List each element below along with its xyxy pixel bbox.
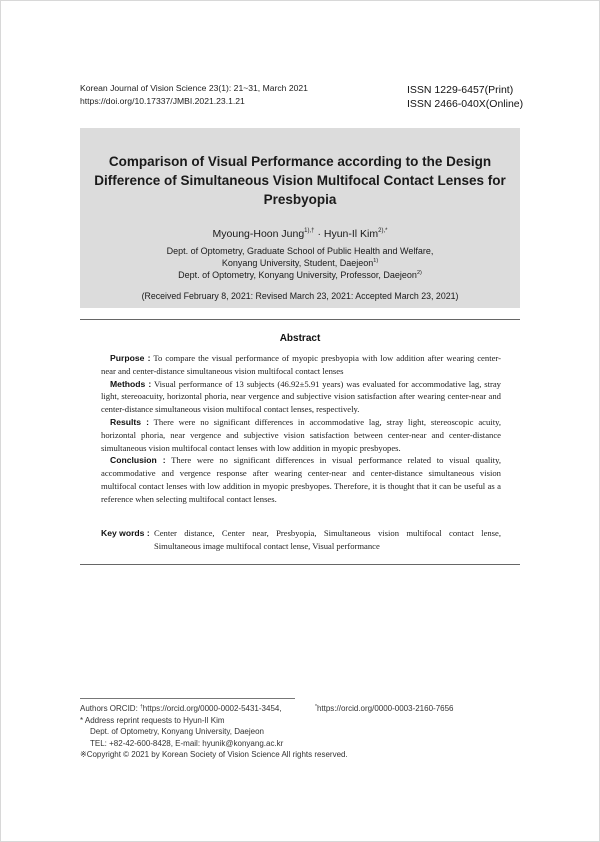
results-label: Results : — [110, 416, 149, 427]
orcid-2 — [315, 703, 454, 715]
abstract-results — [101, 416, 501, 454]
abstract-methods — [101, 378, 501, 416]
methods-label: Methods : — [110, 378, 152, 389]
received-dates: (Received February 8, 2021: Revised March 23, 2021: Accepted March 23, 2021) — [141, 291, 459, 301]
author-2-marks: 2),* — [378, 228, 388, 234]
reprint-request: * Address reprint requests to Hyun-Il Kim — [80, 715, 225, 725]
abstract-bottom-rule — [80, 564, 520, 565]
affiliation-1-text: Konyang University, Student, Daejeon — [221, 258, 374, 268]
copyright-notice: ※Copyright © 2021 by Korean Society of Vision Science All rights reserved. — [80, 750, 348, 760]
affiliation-line-1: Dept. of Optometry, Graduate School of Public Health and Welfare, — [166, 246, 434, 256]
reprint-dept: Dept. of Optometry, Konyang University, Daejeon — [90, 727, 265, 737]
author-line — [80, 228, 520, 240]
doi-link[interactable]: https://doi.org/10.17337/JMBI.2021.23.1.21 — [80, 96, 245, 106]
issn-online: ISSN 2466-040X(Online) — [407, 98, 524, 110]
results-text: There were no significant differences in accommodative lag, stray light, stereoscopic acuity, horizontal phoria, near vergence and subjective vision satisfaction between center-near and center-distance simultaneous vision multifocal contact lenses with low addition in myopic presbyopes. — [101, 416, 501, 453]
affiliation-line-2 — [80, 257, 520, 269]
author-separator: · — [317, 228, 321, 240]
abstract-conclusion — [101, 454, 501, 505]
conclusion-text: There were no significant differences in visual performance related to visual quality, accommodative and vergence response after wearing center-near and center-distance simultaneous vision multifocal contact lenses with low addition in myopic presbyopes. Therefore, it is thought that it can be useful as a reference when selecting multifocal contact lenses. — [101, 455, 501, 504]
journal-citation: Korean Journal of Vision Science 23(1): 21~31, March 2021 — [80, 83, 308, 93]
keywords-text: Center distance, Center near, Presbyopia, Simultaneous vision multifocal contact lense, Simultaneous image multifocal contact lense, Visual performance — [154, 528, 501, 551]
journal-header — [80, 82, 308, 108]
abstract-top-rule — [80, 319, 520, 320]
paper-title: Comparison of Visual Performance according to the Design Difference of Simultaneous Vision Multifocal Contact Lenses for Presbyopia — [94, 154, 506, 207]
methods-text: Visual performance of 13 subjects (46.92±5.91 years) was evaluated for accommodative lag, stray light, stereoacuity, horizontal phoria, near vergence and subjective vision satisfaction after wearing center-near and center-distance simultaneous vision multifocal contact lenses, respectively. — [101, 378, 501, 415]
abstract-purpose — [101, 352, 501, 378]
author-1-marks: 1),† — [304, 228, 315, 234]
affiliation-2-text: Dept. of Optometry, Konyang University, Professor, Daejeon — [178, 270, 417, 280]
orcid-1-link[interactable]: https://orcid.org/0000-0002-5431-3454, — [142, 704, 282, 713]
abstract-heading: Abstract — [279, 333, 321, 344]
abstract-body — [101, 352, 501, 506]
footnote-rule — [80, 698, 295, 699]
issn-block — [407, 83, 523, 111]
footnotes — [80, 703, 348, 761]
purpose-label: Purpose : — [110, 353, 151, 363]
author-2: Hyun-Il Kim — [323, 228, 379, 240]
orcid-line — [80, 703, 348, 715]
conclusion-label: Conclusion : — [110, 455, 166, 466]
orcid-1-mark: † — [140, 704, 143, 710]
author-1: Myoung-Hoon Jung — [212, 228, 305, 240]
purpose-text: To compare the visual performance of myopic presbyopia with low addition after wearing center-near and center-distance simultaneous vision multifocal contact lenses — [101, 353, 501, 376]
issn-print: ISSN 1229-6457(Print) — [407, 84, 514, 96]
orcid-2-mark: * — [315, 704, 317, 710]
reprint-contact: TEL: +82-42-600-8428, E-mail: hyunik@konyang.ac.kr — [90, 738, 284, 748]
orcid-label: Authors ORCID: — [80, 704, 141, 713]
affiliation-2-mark: 2) — [416, 270, 422, 276]
affiliation-line-3 — [80, 269, 520, 281]
affiliation-1-mark: 1) — [373, 258, 379, 264]
orcid-2-link[interactable]: https://orcid.org/0000-0003-2160-7656 — [316, 704, 454, 713]
keywords-label: Key words : — [101, 528, 150, 538]
